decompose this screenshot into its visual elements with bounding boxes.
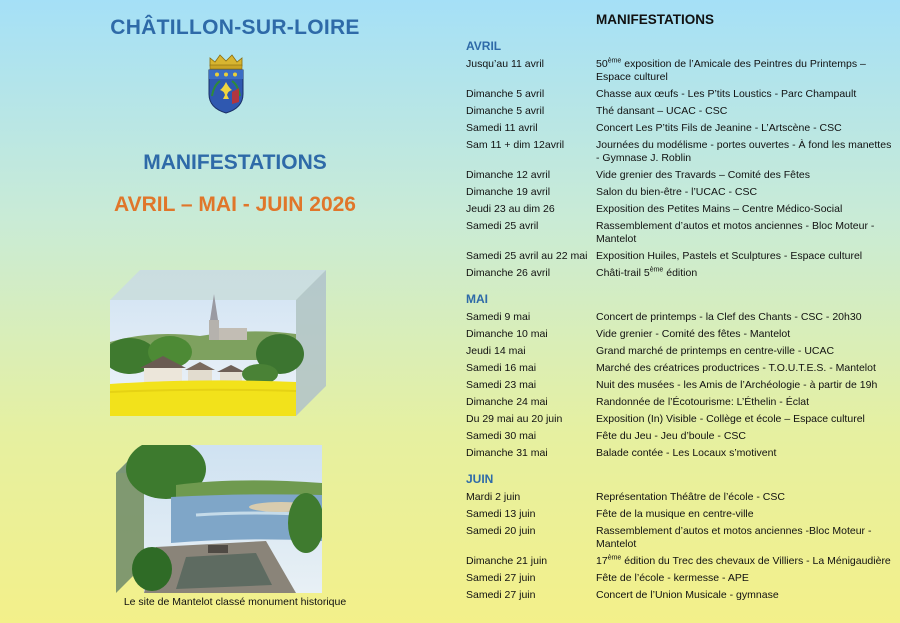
month-title: MAI	[466, 292, 488, 306]
event-row	[466, 396, 896, 409]
event-row	[466, 105, 896, 118]
event-text: Vide grenier - Comité des fêtes - Mantelot	[596, 328, 791, 340]
event-text: Représentation Théâtre de l’école - CSC	[596, 491, 785, 503]
event-row	[466, 362, 896, 375]
event-text: Châti-trail 5	[596, 267, 650, 279]
event-description	[596, 203, 896, 216]
event-description	[596, 430, 896, 443]
event-date: Samedi 11 avril	[466, 122, 538, 134]
event-description	[596, 250, 896, 263]
event-date: Dimanche 10 mai	[466, 328, 548, 340]
village-photo	[110, 270, 326, 416]
event-date: Jusqu’au 11 avril	[466, 58, 545, 70]
event-text-rest: édition du Trec des chevaux de Villiers - La Ménigaudière	[621, 555, 891, 567]
event-description	[596, 413, 896, 426]
event-text: Balade contée - Les Locaux s’motivent	[596, 447, 777, 459]
event-row	[466, 250, 896, 263]
event-date: Du 29 mai au 20 juin	[466, 413, 563, 425]
event-text: Concert de l’Union Musicale - gymnase	[596, 589, 779, 601]
event-text-rest: édition	[663, 267, 698, 279]
event-date: Samedi 25 avril	[466, 220, 539, 232]
event-description	[596, 362, 896, 375]
event-description	[596, 508, 896, 521]
event-row	[466, 491, 896, 504]
event-description	[596, 491, 896, 504]
event-row	[466, 572, 896, 585]
event-text: Chasse aux œufs - Les P’tits Loustics - Parc Champault	[596, 88, 857, 100]
event-row	[466, 203, 896, 216]
event-row	[466, 508, 896, 521]
period-title: AVRIL – MAI - JUIN 2026	[114, 193, 356, 216]
event-date: Sam 11 + dim 12avril	[466, 139, 565, 151]
event-row	[466, 220, 896, 246]
event-text: Marché des créatrices productrices - T.O.U.T.E.S. - Mantelot	[596, 362, 876, 374]
event-description	[596, 589, 896, 602]
ordinal-suffix: ème	[649, 266, 664, 274]
schedule	[466, 40, 896, 615]
event-text: Exposition (In) Visible - Collège et école – Espace culturel	[596, 413, 865, 425]
event-text: Fête de l’école - kermesse - APE	[596, 572, 749, 584]
event-date: Mardi 2 juin	[466, 491, 521, 503]
event-text: Exposition des Petites Mains – Centre Médico-Social	[596, 203, 843, 215]
event-row	[466, 311, 896, 324]
event-row	[466, 413, 896, 426]
event-date: Samedi 25 avril au 22 mai	[466, 250, 588, 262]
event-row	[466, 430, 896, 443]
event-text: Salon du bien-être - l’UCAC - CSC	[596, 186, 758, 198]
event-date: Samedi 27 juin	[466, 589, 536, 601]
event-description	[596, 555, 896, 568]
event-text: Rassemblement d’autos et motos anciennes - Bloc Moteur - Mantelot	[596, 220, 875, 245]
event-date: Dimanche 21 juin	[466, 555, 548, 567]
event-date: Dimanche 24 mai	[466, 396, 548, 408]
event-text-rest: exposition de l’Amicale des Peintres du Printemps – Espace culturel	[596, 58, 866, 83]
event-date: Dimanche 5 avril	[466, 88, 545, 100]
event-description	[596, 58, 896, 84]
event-date: Jeudi 14 mai	[466, 345, 526, 357]
event-row	[466, 169, 896, 182]
event-description	[596, 139, 896, 165]
event-row	[466, 555, 896, 568]
town-title: CHÂTILLON-SUR-LOIRE	[110, 16, 360, 39]
month-section	[466, 473, 896, 602]
event-row	[466, 186, 896, 199]
event-row	[466, 447, 896, 460]
event-description	[596, 122, 896, 135]
event-row	[466, 88, 896, 101]
event-row	[466, 58, 896, 84]
event-description	[596, 379, 896, 392]
event-date: Samedi 23 mai	[466, 379, 537, 391]
event-description	[596, 345, 896, 358]
event-text: Concert de printemps - la Clef des Chants - CSC - 20h30	[596, 311, 862, 323]
event-date: Samedi 30 mai	[466, 430, 537, 442]
event-date: Samedi 20 juin	[466, 525, 536, 537]
event-row	[466, 122, 896, 135]
event-text: 50	[596, 58, 608, 70]
event-date: Dimanche 12 avril	[466, 169, 551, 181]
event-date: Samedi 27 juin	[466, 572, 536, 584]
event-row	[466, 379, 896, 392]
event-text: Vide grenier des Travards – Comité des Fêtes	[596, 169, 810, 181]
event-text: Fête de la musique en centre-ville	[596, 508, 754, 520]
event-row	[466, 139, 896, 165]
event-row	[466, 345, 896, 358]
event-description	[596, 396, 896, 409]
event-description	[596, 105, 896, 118]
event-text: Randonnée de l’Écotourisme: L’Éthelin - Éclat	[596, 396, 810, 408]
event-date: Dimanche 26 avril	[466, 267, 551, 279]
month-title: AVRIL	[466, 39, 502, 53]
coat-of-arms-icon	[206, 52, 246, 114]
event-text: Concert Les P’tits Fils de Jeanine - L’Artscène - CSC	[596, 122, 842, 134]
month-section	[466, 40, 896, 280]
event-text: 17	[596, 555, 608, 567]
mantelot-photo	[116, 445, 322, 593]
month-section	[466, 293, 896, 460]
event-description	[596, 88, 896, 101]
event-description	[596, 311, 896, 324]
event-text: Exposition Huiles, Pastels et Sculptures - Espace culturel	[596, 250, 863, 262]
event-description	[596, 447, 896, 460]
event-row	[466, 267, 896, 280]
photo-caption: Le site de Mantelot classé monument historique	[123, 596, 347, 608]
event-date: Dimanche 31 mai	[466, 447, 548, 459]
event-text: Grand marché de printemps en centre-ville - UCAC	[596, 345, 835, 357]
ordinal-suffix: ème	[607, 554, 622, 562]
ordinal-suffix: ème	[607, 57, 622, 65]
event-date: Samedi 13 juin	[466, 508, 536, 520]
event-date: Samedi 16 mai	[466, 362, 537, 374]
event-text: Fête du Jeu - Jeu d’boule - CSC	[596, 430, 746, 442]
event-row	[466, 525, 896, 551]
left-heading: MANIFESTATIONS	[143, 151, 327, 174]
event-text: Thé dansant – UCAC - CSC	[596, 105, 728, 117]
event-row	[466, 328, 896, 341]
event-text: Nuit des musées - les Amis de l’Archéologie - à partir de 19h	[596, 379, 878, 391]
event-description	[596, 328, 896, 341]
event-date: Samedi 9 mai	[466, 311, 531, 323]
event-description	[596, 186, 896, 199]
event-date: Dimanche 5 avril	[466, 105, 545, 117]
month-title: JUIN	[466, 472, 494, 486]
event-description	[596, 169, 896, 182]
event-description	[596, 220, 896, 246]
schedule-heading: MANIFESTATIONS	[596, 12, 714, 27]
event-text: Journées du modélisme - portes ouvertes - À fond les manettes - Gymnase J. Roblin	[596, 139, 892, 164]
event-description	[596, 267, 896, 280]
event-text: Rassemblement d’autos et motos anciennes -Bloc Moteur - Mantelot	[596, 525, 872, 550]
event-description	[596, 572, 896, 585]
event-row	[466, 589, 896, 602]
event-date: Dimanche 19 avril	[466, 186, 551, 198]
event-date: Jeudi 23 au dim 26	[466, 203, 555, 215]
event-description	[596, 525, 896, 551]
